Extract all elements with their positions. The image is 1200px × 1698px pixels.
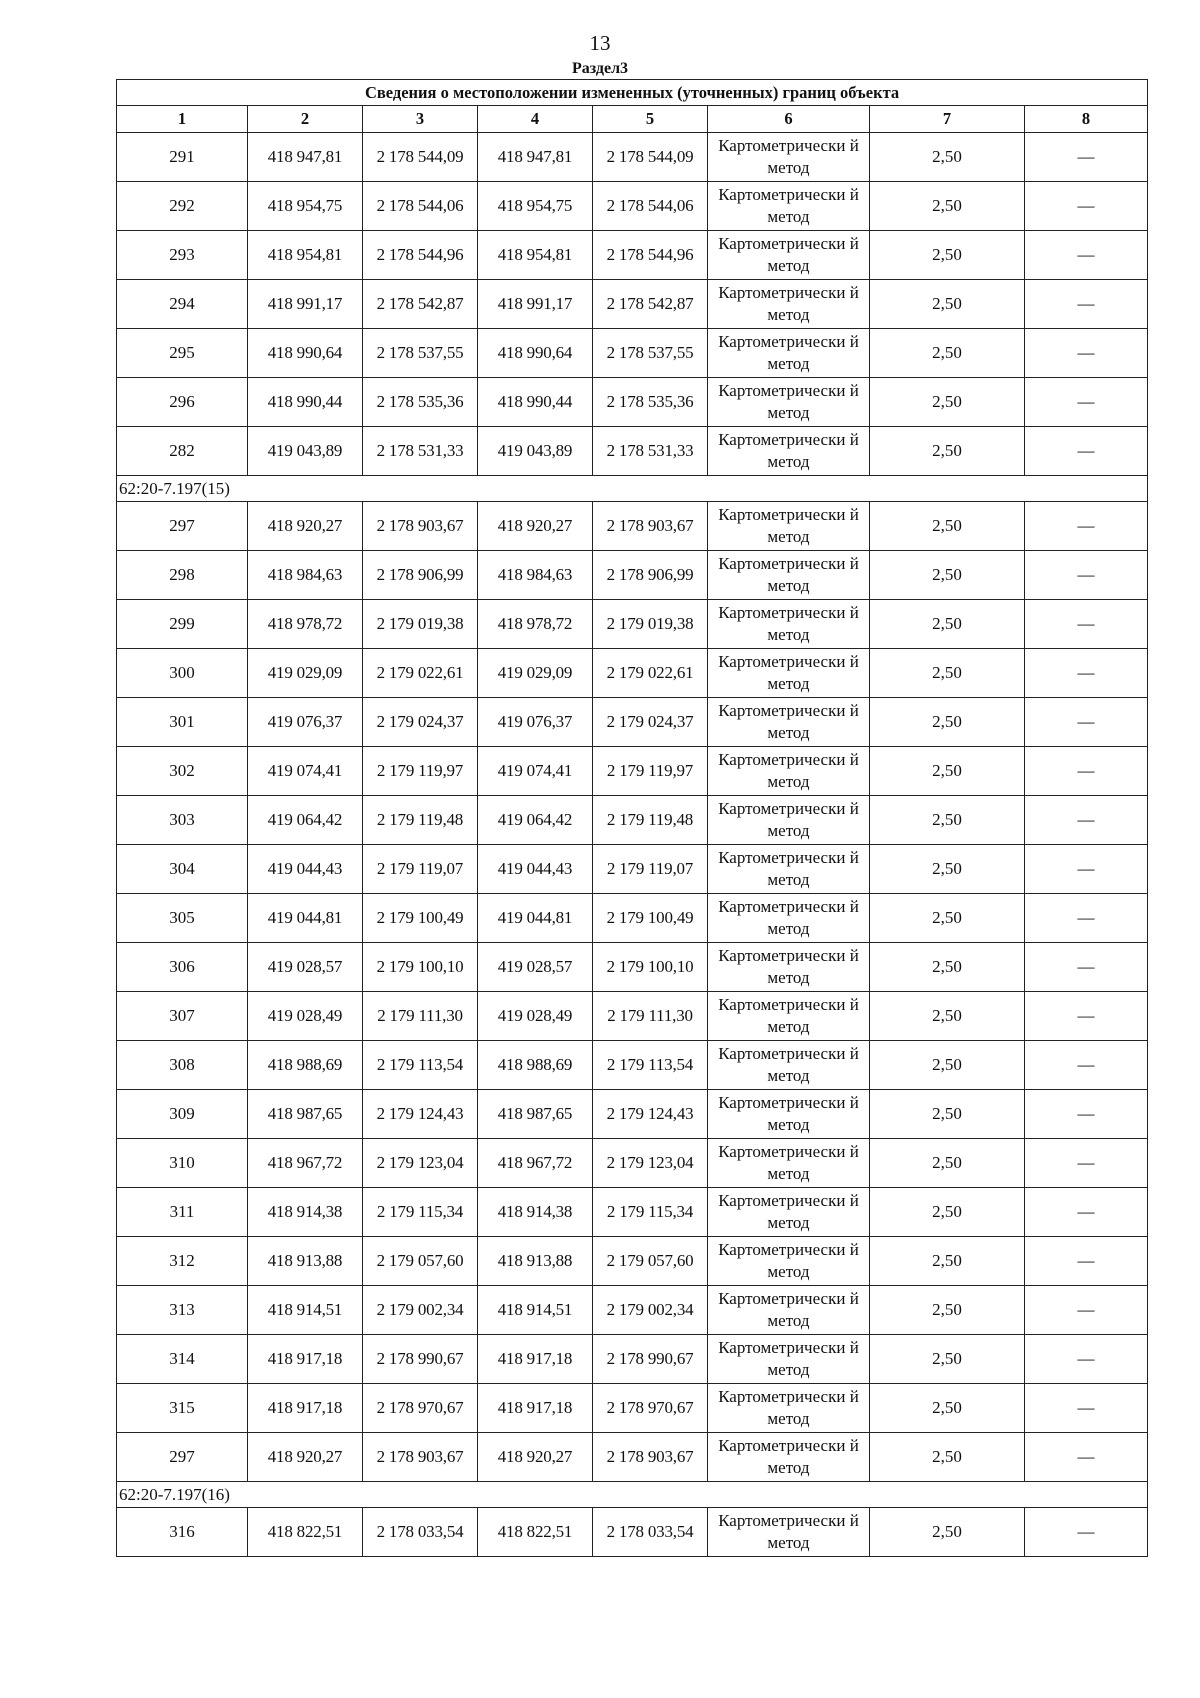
cell-point-number: 312 — [117, 1237, 248, 1286]
cell-y-existing: 2 179 111,30 — [363, 992, 478, 1041]
cell-method: Картометрически й метод — [708, 1433, 870, 1482]
cell-y-new: 2 179 100,10 — [593, 943, 708, 992]
column-number-4: 4 — [478, 106, 593, 133]
cell-point-number: 302 — [117, 747, 248, 796]
cell-y-new: 2 179 123,04 — [593, 1139, 708, 1188]
column-number-row — [117, 106, 1148, 133]
cell-x-existing: 419 028,49 — [248, 992, 363, 1041]
cell-y-existing: 2 179 119,97 — [363, 747, 478, 796]
cell-x-new: 419 028,49 — [478, 992, 593, 1041]
cell-x-existing: 418 967,72 — [248, 1139, 363, 1188]
cell-y-new: 2 178 906,99 — [593, 551, 708, 600]
table-row — [117, 1433, 1148, 1482]
cell-accuracy: 2,50 — [870, 1090, 1025, 1139]
cell-accuracy: 2,50 — [870, 600, 1025, 649]
cell-x-existing: 418 914,38 — [248, 1188, 363, 1237]
cell-point-number: 314 — [117, 1335, 248, 1384]
cell-description: — — [1025, 1188, 1148, 1237]
cell-y-new: 2 179 119,97 — [593, 747, 708, 796]
table-row — [117, 1384, 1148, 1433]
cell-description: — — [1025, 894, 1148, 943]
cell-x-new: 418 990,64 — [478, 329, 593, 378]
table-row — [117, 698, 1148, 747]
table-row — [117, 133, 1148, 182]
table-caption-row — [117, 80, 1148, 106]
table-row — [117, 551, 1148, 600]
cell-accuracy: 2,50 — [870, 427, 1025, 476]
cell-x-new: 418 987,65 — [478, 1090, 593, 1139]
cell-y-existing: 2 179 002,34 — [363, 1286, 478, 1335]
table-row — [117, 231, 1148, 280]
cell-method: Картометрически й метод — [708, 502, 870, 551]
cell-x-new: 418 954,75 — [478, 182, 593, 231]
cell-y-new: 2 178 544,09 — [593, 133, 708, 182]
cell-y-existing: 2 178 903,67 — [363, 502, 478, 551]
cell-accuracy: 2,50 — [870, 796, 1025, 845]
column-number-7: 7 — [870, 106, 1025, 133]
cell-description: — — [1025, 1384, 1148, 1433]
cell-accuracy: 2,50 — [870, 1188, 1025, 1237]
cell-description: — — [1025, 845, 1148, 894]
cell-x-new: 418 914,38 — [478, 1188, 593, 1237]
cell-y-existing: 2 178 542,87 — [363, 280, 478, 329]
cell-y-existing: 2 179 124,43 — [363, 1090, 478, 1139]
cell-point-number: 309 — [117, 1090, 248, 1139]
table-row — [117, 600, 1148, 649]
cell-point-number: 297 — [117, 1433, 248, 1482]
cell-description: — — [1025, 943, 1148, 992]
cell-y-existing: 2 178 535,36 — [363, 378, 478, 427]
cell-accuracy: 2,50 — [870, 1384, 1025, 1433]
page-number: 13 — [589, 31, 611, 55]
cell-point-number: 299 — [117, 600, 248, 649]
cell-y-existing: 2 179 115,34 — [363, 1188, 478, 1237]
cell-y-existing: 2 178 537,55 — [363, 329, 478, 378]
table-row — [117, 1139, 1148, 1188]
cell-y-new: 2 179 113,54 — [593, 1041, 708, 1090]
table-row — [117, 1286, 1148, 1335]
table-row — [117, 796, 1148, 845]
cell-x-existing: 418 822,51 — [248, 1508, 363, 1557]
cell-y-existing: 2 179 057,60 — [363, 1237, 478, 1286]
cell-description: — — [1025, 427, 1148, 476]
cell-y-new: 2 179 002,34 — [593, 1286, 708, 1335]
cell-point-number: 306 — [117, 943, 248, 992]
cell-x-new: 418 917,18 — [478, 1335, 593, 1384]
cell-y-existing: 2 179 123,04 — [363, 1139, 478, 1188]
cell-description: — — [1025, 231, 1148, 280]
cell-method: Картометрически й метод — [708, 329, 870, 378]
cell-method: Картометрически й метод — [708, 1335, 870, 1384]
cell-description: — — [1025, 1237, 1148, 1286]
cell-x-new: 419 029,09 — [478, 649, 593, 698]
cell-method: Картометрически й метод — [708, 1188, 870, 1237]
table-row — [117, 1041, 1148, 1090]
cell-x-new: 418 920,27 — [478, 502, 593, 551]
cell-method: Картометрически й метод — [708, 1139, 870, 1188]
group-row — [117, 476, 1148, 502]
cell-x-existing: 419 043,89 — [248, 427, 363, 476]
table-row — [117, 182, 1148, 231]
column-number-5: 5 — [593, 106, 708, 133]
cell-y-existing: 2 178 544,09 — [363, 133, 478, 182]
cell-y-new: 2 179 124,43 — [593, 1090, 708, 1139]
cell-x-new: 418 978,72 — [478, 600, 593, 649]
cell-point-number: 305 — [117, 894, 248, 943]
cell-x-new: 418 988,69 — [478, 1041, 593, 1090]
cell-x-existing: 418 954,81 — [248, 231, 363, 280]
cell-accuracy: 2,50 — [870, 698, 1025, 747]
cell-y-new: 2 179 057,60 — [593, 1237, 708, 1286]
cell-point-number: 300 — [117, 649, 248, 698]
cell-accuracy: 2,50 — [870, 378, 1025, 427]
table-row — [117, 502, 1148, 551]
table-row — [117, 845, 1148, 894]
cell-x-new: 418 967,72 — [478, 1139, 593, 1188]
cell-point-number: 295 — [117, 329, 248, 378]
cell-y-existing: 2 178 990,67 — [363, 1335, 478, 1384]
cell-x-new: 418 917,18 — [478, 1384, 593, 1433]
cell-x-new: 419 028,57 — [478, 943, 593, 992]
table-row — [117, 747, 1148, 796]
cell-method: Картометрически й метод — [708, 551, 870, 600]
cell-point-number: 316 — [117, 1508, 248, 1557]
cell-y-new: 2 178 535,36 — [593, 378, 708, 427]
cell-y-existing: 2 178 544,06 — [363, 182, 478, 231]
cell-point-number: 301 — [117, 698, 248, 747]
cell-method: Картометрически й метод — [708, 649, 870, 698]
cell-point-number: 292 — [117, 182, 248, 231]
cell-method: Картометрически й метод — [708, 1508, 870, 1557]
cell-x-existing: 418 988,69 — [248, 1041, 363, 1090]
group-row — [117, 1482, 1148, 1508]
cell-point-number: 310 — [117, 1139, 248, 1188]
cell-method: Картометрически й метод — [708, 1384, 870, 1433]
cell-point-number: 313 — [117, 1286, 248, 1335]
cell-y-new: 2 178 990,67 — [593, 1335, 708, 1384]
boundary-table — [116, 79, 1148, 1557]
cell-method: Картометрически й метод — [708, 992, 870, 1041]
cell-description: — — [1025, 551, 1148, 600]
cell-y-existing: 2 179 119,48 — [363, 796, 478, 845]
cell-description: — — [1025, 1508, 1148, 1557]
cell-accuracy: 2,50 — [870, 231, 1025, 280]
cell-x-existing: 418 917,18 — [248, 1384, 363, 1433]
cell-x-existing: 419 074,41 — [248, 747, 363, 796]
cell-description: — — [1025, 378, 1148, 427]
cell-accuracy: 2,50 — [870, 1286, 1025, 1335]
cell-description: — — [1025, 1286, 1148, 1335]
table-row — [117, 378, 1148, 427]
cell-x-existing: 419 064,42 — [248, 796, 363, 845]
cell-y-new: 2 179 022,61 — [593, 649, 708, 698]
cell-x-new: 418 990,44 — [478, 378, 593, 427]
cell-y-existing: 2 178 970,67 — [363, 1384, 478, 1433]
cell-x-new: 418 991,17 — [478, 280, 593, 329]
column-number-2: 2 — [248, 106, 363, 133]
table-row — [117, 1237, 1148, 1286]
table-row — [117, 894, 1148, 943]
cell-point-number: 315 — [117, 1384, 248, 1433]
table-row — [117, 329, 1148, 378]
cell-x-new: 418 984,63 — [478, 551, 593, 600]
cell-x-existing: 418 978,72 — [248, 600, 363, 649]
cell-x-new: 419 043,89 — [478, 427, 593, 476]
cell-y-existing: 2 179 019,38 — [363, 600, 478, 649]
cell-accuracy: 2,50 — [870, 502, 1025, 551]
cell-x-existing: 418 920,27 — [248, 502, 363, 551]
cell-x-new: 418 913,88 — [478, 1237, 593, 1286]
cell-x-new: 419 044,81 — [478, 894, 593, 943]
table-row — [117, 649, 1148, 698]
cell-description: — — [1025, 329, 1148, 378]
cell-description: — — [1025, 1090, 1148, 1139]
cell-accuracy: 2,50 — [870, 1508, 1025, 1557]
cell-method: Картометрически й метод — [708, 600, 870, 649]
cell-point-number: 303 — [117, 796, 248, 845]
cell-accuracy: 2,50 — [870, 133, 1025, 182]
cell-x-new: 418 954,81 — [478, 231, 593, 280]
cell-point-number: 304 — [117, 845, 248, 894]
cell-y-existing: 2 178 531,33 — [363, 427, 478, 476]
cell-accuracy: 2,50 — [870, 943, 1025, 992]
cell-accuracy: 2,50 — [870, 747, 1025, 796]
cell-description: — — [1025, 649, 1148, 698]
table-row — [117, 1335, 1148, 1384]
cell-method: Картометрически й метод — [708, 1041, 870, 1090]
cell-method: Картометрически й метод — [708, 747, 870, 796]
cell-x-existing: 418 914,51 — [248, 1286, 363, 1335]
cell-y-new: 2 178 531,33 — [593, 427, 708, 476]
cell-description: — — [1025, 1335, 1148, 1384]
cell-method: Картометрически й метод — [708, 378, 870, 427]
table-row — [117, 1508, 1148, 1557]
cell-x-new: 418 914,51 — [478, 1286, 593, 1335]
cell-description: — — [1025, 698, 1148, 747]
cell-point-number: 293 — [117, 231, 248, 280]
cell-description: — — [1025, 133, 1148, 182]
column-number-1: 1 — [117, 106, 248, 133]
cell-x-existing: 418 917,18 — [248, 1335, 363, 1384]
cell-x-existing: 418 913,88 — [248, 1237, 363, 1286]
cell-y-new: 2 178 537,55 — [593, 329, 708, 378]
cell-description: — — [1025, 1433, 1148, 1482]
table-caption: Сведения о местоположении измененных (уточненных) границ объекта — [117, 80, 1148, 106]
cell-y-existing: 2 178 903,67 — [363, 1433, 478, 1482]
column-number-6: 6 — [708, 106, 870, 133]
cell-y-existing: 2 179 022,61 — [363, 649, 478, 698]
cell-method: Картометрически й метод — [708, 231, 870, 280]
cell-description: — — [1025, 1139, 1148, 1188]
cell-accuracy: 2,50 — [870, 329, 1025, 378]
cell-y-new: 2 179 019,38 — [593, 600, 708, 649]
cell-x-existing: 418 947,81 — [248, 133, 363, 182]
cell-point-number: 291 — [117, 133, 248, 182]
cell-method: Картометрически й метод — [708, 182, 870, 231]
cell-y-existing: 2 179 100,10 — [363, 943, 478, 992]
cell-point-number: 308 — [117, 1041, 248, 1090]
table-row — [117, 992, 1148, 1041]
cell-x-existing: 419 029,09 — [248, 649, 363, 698]
cell-y-new: 2 179 115,34 — [593, 1188, 708, 1237]
cell-x-existing: 418 990,44 — [248, 378, 363, 427]
cell-method: Картометрически й метод — [708, 1090, 870, 1139]
cell-accuracy: 2,50 — [870, 280, 1025, 329]
cell-x-new: 419 076,37 — [478, 698, 593, 747]
cell-x-existing: 418 920,27 — [248, 1433, 363, 1482]
cell-accuracy: 2,50 — [870, 182, 1025, 231]
cell-point-number: 282 — [117, 427, 248, 476]
cell-accuracy: 2,50 — [870, 845, 1025, 894]
cell-y-existing: 2 179 024,37 — [363, 698, 478, 747]
cell-description: — — [1025, 1041, 1148, 1090]
cell-point-number: 311 — [117, 1188, 248, 1237]
cell-y-existing: 2 179 119,07 — [363, 845, 478, 894]
cadastral-number: 62:20-7.197(16) — [117, 1482, 1148, 1508]
cell-point-number: 296 — [117, 378, 248, 427]
table-row — [117, 943, 1148, 992]
cell-y-existing: 2 178 906,99 — [363, 551, 478, 600]
cell-description: — — [1025, 280, 1148, 329]
cell-x-existing: 419 028,57 — [248, 943, 363, 992]
cell-method: Картометрически й метод — [708, 1286, 870, 1335]
cell-description: — — [1025, 796, 1148, 845]
cell-y-existing: 2 178 033,54 — [363, 1508, 478, 1557]
cell-accuracy: 2,50 — [870, 1335, 1025, 1384]
cell-method: Картометрически й метод — [708, 1237, 870, 1286]
cell-accuracy: 2,50 — [870, 551, 1025, 600]
cell-y-existing: 2 179 100,49 — [363, 894, 478, 943]
cell-x-existing: 418 984,63 — [248, 551, 363, 600]
table-row — [117, 280, 1148, 329]
cell-description: — — [1025, 992, 1148, 1041]
cell-y-new: 2 178 903,67 — [593, 1433, 708, 1482]
cell-x-new: 419 064,42 — [478, 796, 593, 845]
cell-method: Картометрически й метод — [708, 133, 870, 182]
cell-accuracy: 2,50 — [870, 894, 1025, 943]
section-title: Раздел3 — [571, 60, 629, 77]
cell-method: Картометрически й метод — [708, 698, 870, 747]
cell-x-new: 419 074,41 — [478, 747, 593, 796]
cell-x-new: 418 822,51 — [478, 1508, 593, 1557]
cell-x-existing: 418 991,17 — [248, 280, 363, 329]
cell-x-new: 418 920,27 — [478, 1433, 593, 1482]
cell-x-existing: 418 987,65 — [248, 1090, 363, 1139]
cell-x-existing: 419 044,43 — [248, 845, 363, 894]
cell-point-number: 298 — [117, 551, 248, 600]
cell-method: Картометрически й метод — [708, 845, 870, 894]
cell-description: — — [1025, 502, 1148, 551]
cell-point-number: 297 — [117, 502, 248, 551]
cell-x-existing: 419 076,37 — [248, 698, 363, 747]
cell-description: — — [1025, 600, 1148, 649]
cell-method: Картометрически й метод — [708, 427, 870, 476]
cell-y-new: 2 178 970,67 — [593, 1384, 708, 1433]
cell-x-existing: 418 954,75 — [248, 182, 363, 231]
cell-y-new: 2 179 100,49 — [593, 894, 708, 943]
cell-y-new: 2 178 544,96 — [593, 231, 708, 280]
table-row — [117, 427, 1148, 476]
cell-y-new: 2 179 119,48 — [593, 796, 708, 845]
cell-method: Картометрически й метод — [708, 894, 870, 943]
cell-point-number: 307 — [117, 992, 248, 1041]
cell-accuracy: 2,50 — [870, 1041, 1025, 1090]
cell-y-new: 2 178 903,67 — [593, 502, 708, 551]
cell-method: Картометрически й метод — [708, 796, 870, 845]
cell-y-new: 2 178 544,06 — [593, 182, 708, 231]
column-number-8: 8 — [1025, 106, 1148, 133]
cell-y-new: 2 178 542,87 — [593, 280, 708, 329]
cell-description: — — [1025, 182, 1148, 231]
cell-x-new: 419 044,43 — [478, 845, 593, 894]
cell-y-new: 2 178 033,54 — [593, 1508, 708, 1557]
cell-method: Картометрически й метод — [708, 280, 870, 329]
cell-point-number: 294 — [117, 280, 248, 329]
cell-y-new: 2 179 119,07 — [593, 845, 708, 894]
table-row — [117, 1188, 1148, 1237]
cell-accuracy: 2,50 — [870, 992, 1025, 1041]
cell-y-new: 2 179 024,37 — [593, 698, 708, 747]
cell-x-existing: 418 990,64 — [248, 329, 363, 378]
cell-y-existing: 2 178 544,96 — [363, 231, 478, 280]
cell-y-existing: 2 179 113,54 — [363, 1041, 478, 1090]
cell-method: Картометрически й метод — [708, 943, 870, 992]
cell-accuracy: 2,50 — [870, 1433, 1025, 1482]
table-row — [117, 1090, 1148, 1139]
cell-accuracy: 2,50 — [870, 1237, 1025, 1286]
cell-description: — — [1025, 747, 1148, 796]
cell-y-new: 2 179 111,30 — [593, 992, 708, 1041]
column-number-3: 3 — [363, 106, 478, 133]
cell-x-new: 418 947,81 — [478, 133, 593, 182]
cell-accuracy: 2,50 — [870, 1139, 1025, 1188]
cell-accuracy: 2,50 — [870, 649, 1025, 698]
cell-x-existing: 419 044,81 — [248, 894, 363, 943]
cadastral-number: 62:20-7.197(15) — [117, 476, 1148, 502]
